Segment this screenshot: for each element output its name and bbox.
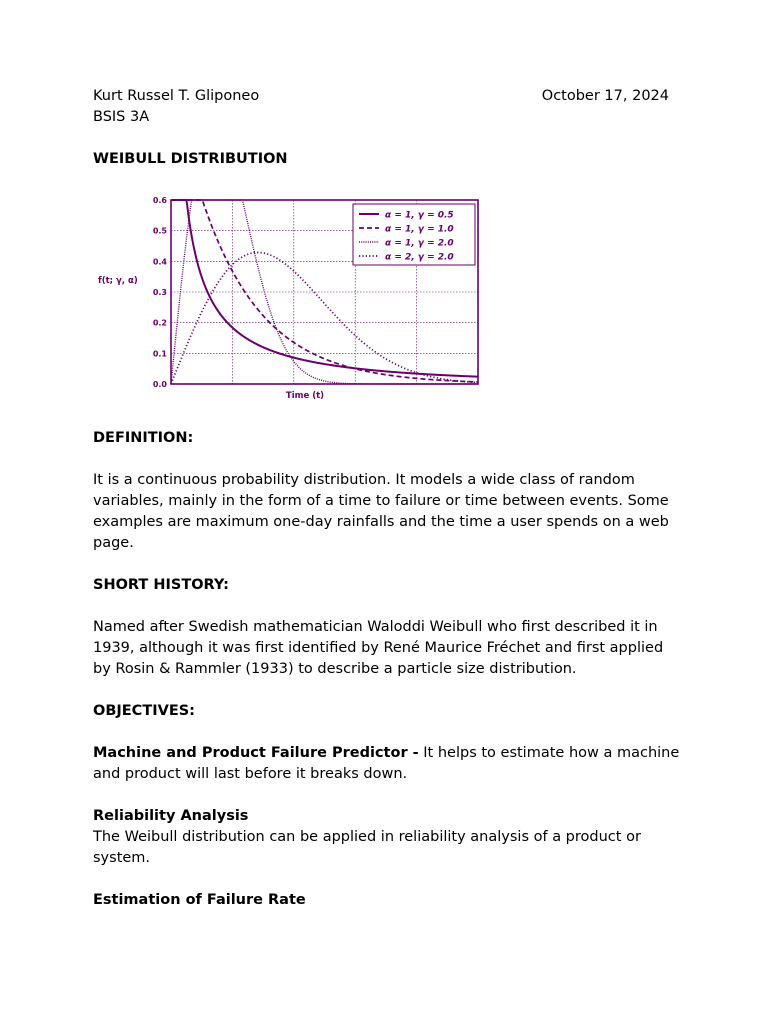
history-text: Named after Swedish mathematician Waloddi Weibull who first described it in 1939, although it was first identified by René Maurice Fréchet and first applied by Rosin & Rammler (1933) to describe a particle size distribution. (93, 619, 664, 677)
legend-label: α = 1, γ = 1.0 (385, 224, 454, 235)
legend-label: α = 1, γ = 2.0 (385, 238, 454, 249)
document-date: October 17, 2024 (541, 88, 669, 104)
history-heading: SHORT HISTORY: (93, 577, 229, 593)
y-tick-label: 0.1 (152, 349, 167, 359)
x-axis-label: Time (t) (285, 391, 325, 401)
y-axis-label: f(t; γ, α) (98, 276, 138, 286)
y-tick-label: 0.6 (152, 196, 167, 205)
definition-heading: DEFINITION: (93, 430, 194, 446)
objective-failure-predictor: Machine and Product Failure Predictor - It helps to estimate how a machine and product will last before it breaks down. (93, 745, 680, 782)
definition-text: It is a continuous probability distribution. It models a wide class of random variables, mainly in the form of a time to failure or time between events. Some examples are maximum one-day rainfalls and the time a user spends on a web page. (93, 472, 669, 551)
class-section: BSIS 3A (93, 109, 150, 125)
objective-failure-rate: Estimation of Failure Rate (93, 892, 306, 908)
y-tick-label: 0.2 (152, 318, 167, 328)
y-tick-label: 0.3 (152, 288, 167, 297)
y-tick-label: 0.5 (152, 226, 167, 236)
legend-label: α = 1, γ = 0.5 (385, 210, 454, 221)
y-tick-label: 0.0 (152, 380, 167, 389)
document-title: WEIBULL DISTRIBUTION (93, 151, 288, 167)
chart-legend (353, 204, 475, 265)
y-tick-label: 0.4 (152, 257, 167, 267)
y-tick-labels (153, 196, 168, 389)
objectives-heading: OBJECTIVES: (93, 703, 195, 719)
author-name: Kurt Russel T. Gliponeo (93, 88, 260, 104)
objective-reliability-analysis: Reliability Analysis The Weibull distribution can be applied in reliability analysis of a product or system. (93, 808, 641, 866)
legend-label: α = 2, γ = 2.0 (385, 252, 454, 263)
weibull-pdf-chart (95, 188, 495, 406)
